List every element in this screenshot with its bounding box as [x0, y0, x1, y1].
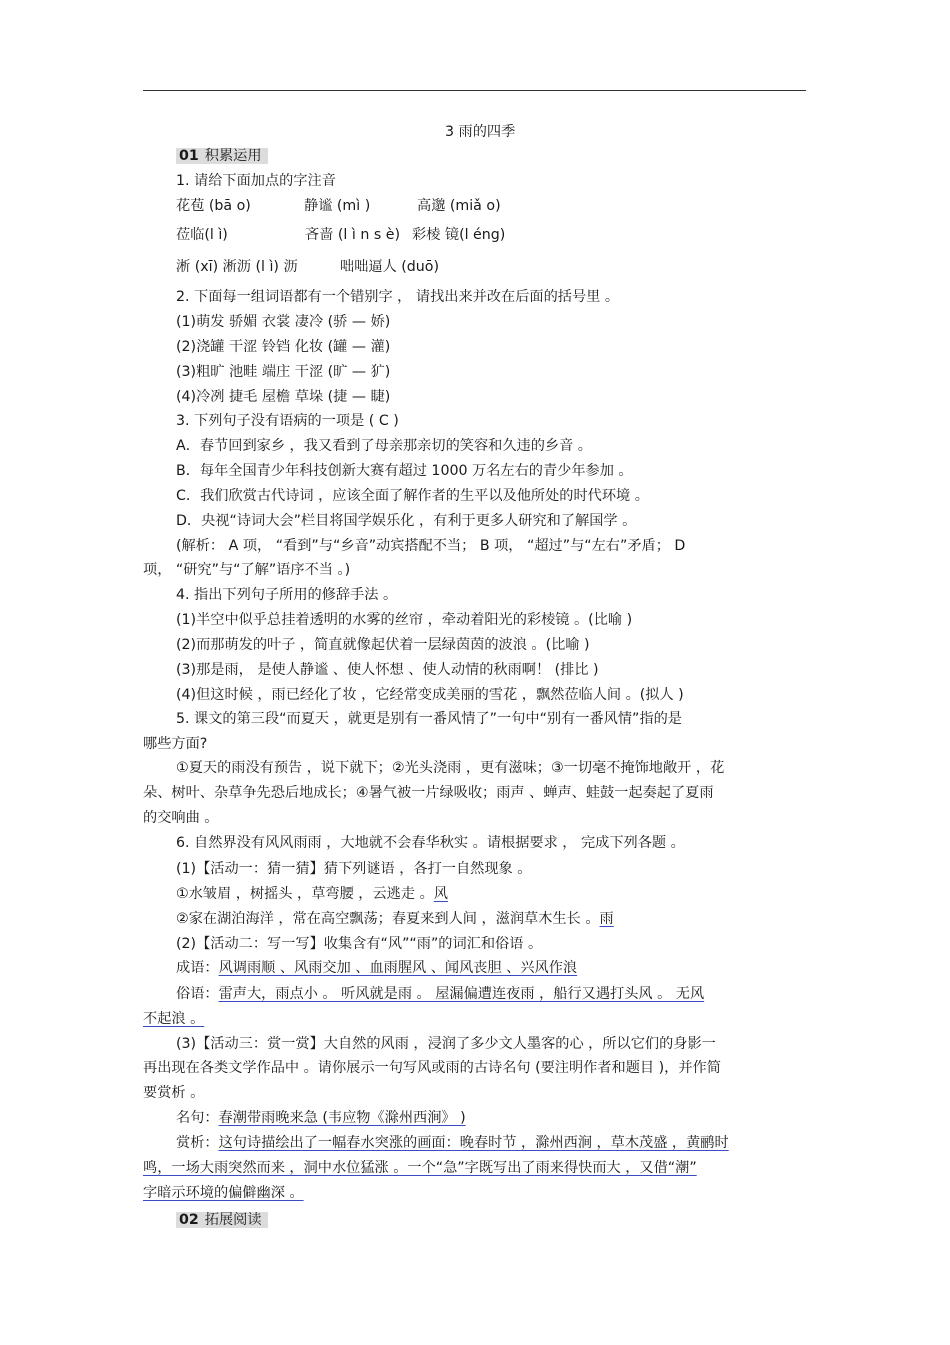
q6-sayings: [143, 1009, 204, 1029]
q4-item: (2)而那萌发的叶子 ，简直就像起伏着一层绿茵茵的波浪 。(比喻 ): [176, 637, 590, 653]
q6-activity: 要赏析 。: [143, 1085, 205, 1101]
q4-item: (1)半空中似乎总挂着透明的水雾的丝帘 ，牵动着阳光的彩棱镜 。(比喻 ): [176, 612, 633, 628]
verse-label: 名句：: [176, 1110, 219, 1126]
q3-option: C．我们欣赏古代诗词 ，应该全面了解作者的生平以及他所处的时代环境 。: [176, 488, 649, 504]
q2-item: (3)粗旷 池畦 端庄 干涩 (旷 — 犷): [176, 364, 391, 380]
section-header-2: [176, 1210, 268, 1230]
q5-answer: ①夏天的雨没有预告 ，说下就下；②光头浇雨 ，更有滋味；③一切毫不掩饰地敞开 ，花: [176, 760, 725, 776]
q5-stem: 5. 课文的第三段“而夏天 ，就更是别有一番风情了”一句中“别有一番风情”指的是: [176, 711, 682, 727]
q6-activity: (2)【活动二：写一写】收集含有“风”“雨”的词汇和俗语 。: [176, 936, 543, 952]
q1-stem: 1. 请给下面加点的字注音: [176, 173, 336, 189]
q2-item: (4)冷冽 捷毛 屋檐 草垛 (捷 — 睫): [176, 389, 391, 405]
appreciation-answer: 鸣，一场大雨突然而来 ，洞中水位猛涨 。一个“急”字既写出了雨来得快而大 ，又借“潮”: [143, 1160, 697, 1176]
q3-analysis: (解析： A 项， “看到”与“乡音”动宾搭配不当； B 项， “超过”与“左右”矛盾； D: [176, 538, 686, 554]
q6-appreciation: [143, 1158, 697, 1178]
q2-item: (1)萌发 骄媚 衣裳 凄冷 (骄 — 娇): [176, 314, 391, 330]
q6-riddle: [176, 884, 448, 904]
q1-item: 莅临(l ì): [176, 227, 228, 243]
top-rule: [143, 90, 806, 91]
riddle-text: ①水皱眉 ，树摇头 ，草弯腰 ，云逃走 。: [176, 886, 434, 902]
saying-answer: 不起浪 。: [143, 1011, 205, 1027]
q4-stem: 4. 指出下列句子所用的修辞手法 。: [176, 587, 398, 603]
idiom-answer: 风调雨顺 、风雨交加 、血雨腥风 、闻风丧胆 、兴风作浪: [218, 960, 578, 976]
section-number: 01: [179, 148, 199, 164]
q1-item: 淅 (xī) 淅沥 (l ì) 沥: [176, 259, 298, 275]
riddle-text: ②家在湖泊海洋 ，常在高空飘荡；春夏来到人间 ，滋润草木生长 。: [176, 911, 600, 927]
q1-item: 咄咄逼人 (duō): [340, 259, 440, 275]
q3-stem: 3. 下列句子没有语病的一项是 ( C ): [176, 413, 399, 429]
q2-item: (2)浇罐 干涩 铃铛 化妆 (罐 — 灌): [176, 339, 391, 355]
q6-appreciation: [143, 1183, 304, 1203]
riddle-answer: 雨: [599, 911, 614, 927]
q6-sayings: [176, 984, 704, 1004]
q3-analysis: 项， “研究”与“了解”语序不当 。): [143, 562, 351, 578]
q3-option: A．春节回到家乡 ，我又看到了母亲那亲切的笑容和久违的乡音 。: [176, 438, 592, 454]
q3-option: B．每年全国青少年科技创新大赛有超过 1000 万名左右的青少年参加 。: [176, 463, 633, 479]
idiom-label: 成语：: [176, 960, 219, 976]
q5-answer: 朵、树叶、杂草争先恐后地成长；④暑气被一片绿吸收；雨声 、蝉声、蛙鼓一起奏起了夏雨: [143, 785, 714, 801]
q6-appreciation: [176, 1133, 729, 1153]
appreciation-answer: 这句诗描绘出了一幅春水突涨的画面：晚春时节 ，滁州西涧 ，草木茂盛 ，黄鹂时: [218, 1135, 729, 1151]
section-label: 拓展阅读: [204, 1212, 262, 1228]
appreciation-label: 赏析：: [176, 1135, 219, 1151]
q6-verse: [176, 1108, 466, 1128]
q4-item: (3)那是雨， 是使人静谧 、使人怀想 、使人动情的秋雨啊！ (排比 ): [176, 662, 599, 678]
appreciation-answer: 字暗示环境的偏僻幽深 。: [143, 1185, 304, 1201]
saying-label: 俗语：: [176, 986, 219, 1002]
page-title: 3 雨的四季: [445, 124, 516, 140]
q1-item: 静谧 (mì ): [304, 198, 371, 214]
q1-item: 吝啬 (l ì n s è): [305, 227, 400, 243]
q2-stem: 2. 下面每一组词语都有一个错别字 ， 请找出来并改在后面的括号里 。: [176, 289, 620, 305]
q6-activity: (3)【活动三：赏一赏】大自然的风雨 ，浸润了多少文人墨客的心 ，所以它们的身影一: [176, 1036, 716, 1052]
section-label: 积累运用: [204, 148, 262, 164]
q6-activity: (1)【活动一：猜一猜】猜下列谜语 ，各打一自然现象 。: [176, 861, 532, 877]
q6-riddle: [176, 909, 614, 929]
q6-idioms: [176, 958, 577, 978]
verse-answer: 春潮带雨晚来急 (韦应物《滁州西涧》 ): [218, 1110, 466, 1126]
q5-stem: 哪些方面?: [143, 736, 208, 752]
q3-option: D．央视“诗词大会”栏目将国学娱乐化 ，有利于更多人研究和了解国学 。: [176, 513, 637, 529]
q4-item: (4)但这时候 ，雨已经化了妆 ，它经常变成美丽的雪花 ，飘然莅临人间 。(拟人 ): [176, 687, 684, 703]
q1-item: 高邈 (miǎ o): [417, 198, 501, 214]
saying-answer: 雷声大，雨点小 。 听风就是雨 。 屋漏偏遭连夜雨 ，船行又遇打头风 。 无风: [218, 986, 705, 1002]
section-header-1: [176, 146, 268, 166]
q5-answer: 的交响曲 。: [143, 810, 219, 826]
riddle-answer: 风: [433, 886, 448, 902]
q1-item: 彩棱 镜(l éng): [412, 227, 506, 243]
q6-activity: 再出现在各类文学作品中 。请你展示一句写风或雨的古诗名句 (要注明作者和题目 )，并作简: [143, 1060, 721, 1076]
q1-item: 花苞 (bā o): [176, 198, 251, 214]
section-number: 02: [179, 1212, 199, 1228]
q6-stem: 6. 自然界没有风风雨雨 ，大地就不会春华秋实 。请根据要求 ， 完成下列各题 。: [176, 835, 685, 851]
